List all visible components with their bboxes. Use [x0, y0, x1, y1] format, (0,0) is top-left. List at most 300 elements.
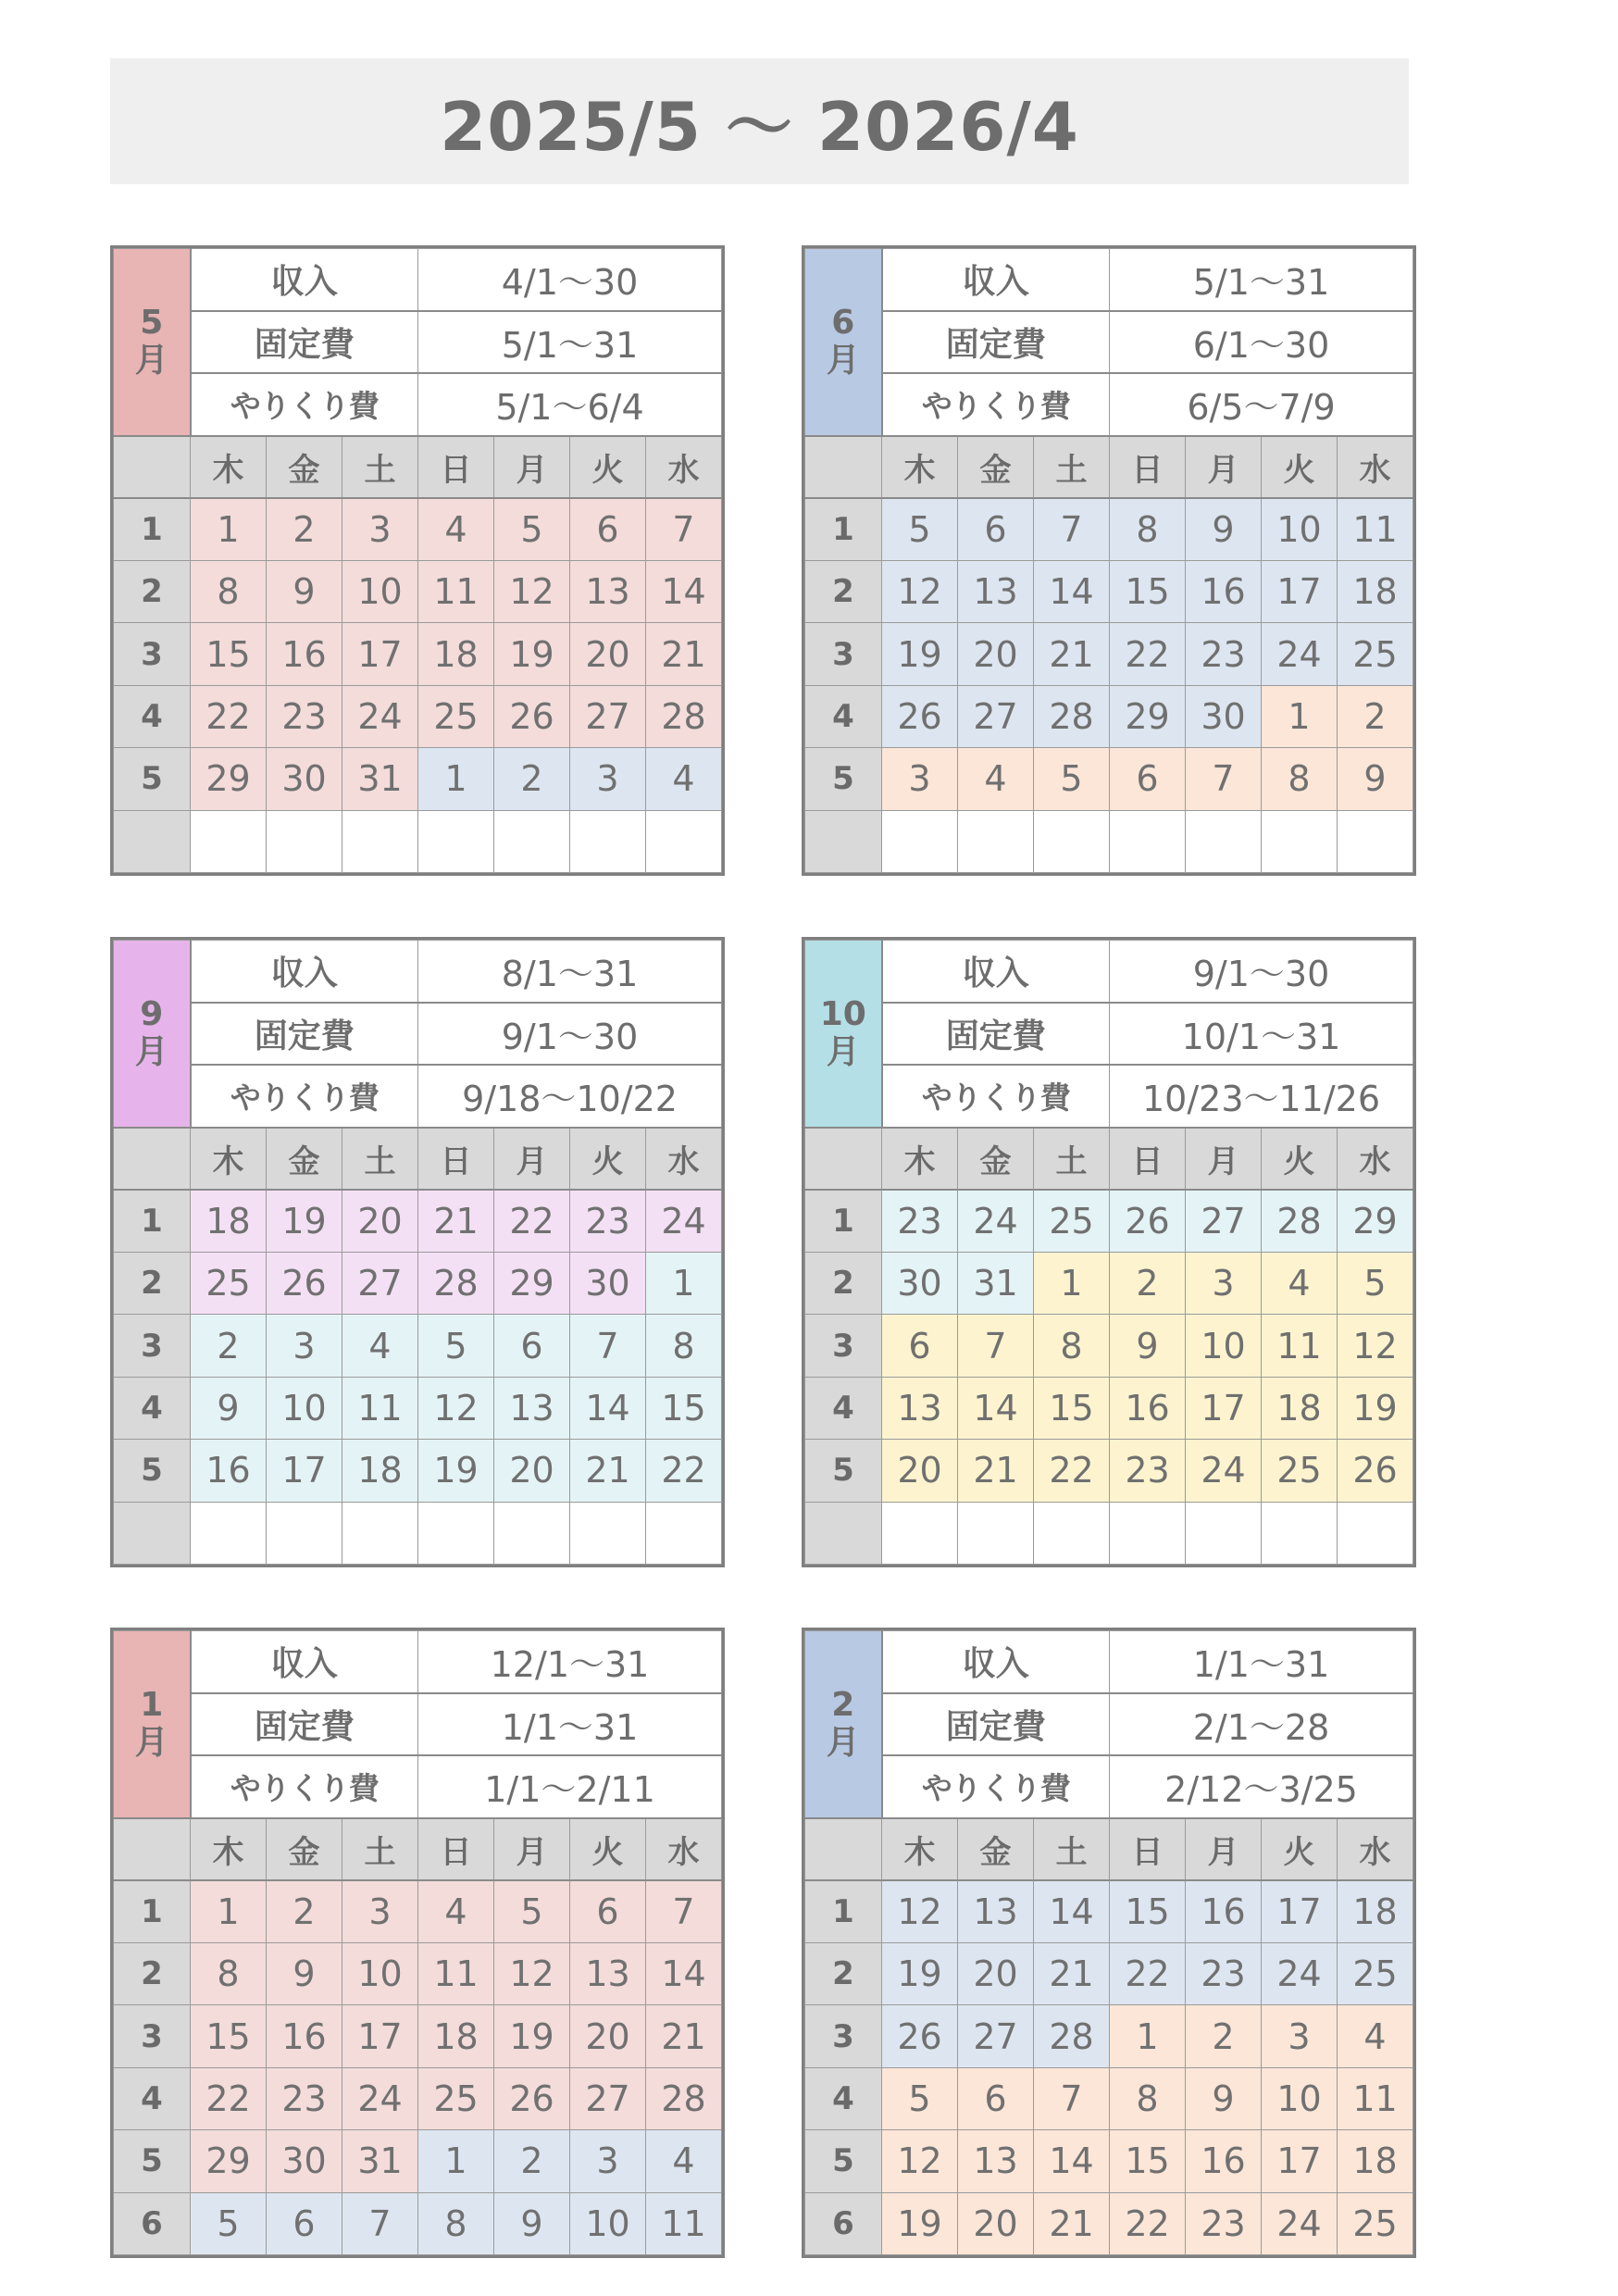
day-cell: 24 — [1262, 2192, 1338, 2254]
day-cell — [570, 1502, 646, 1564]
day-cell: 25 — [1338, 623, 1413, 685]
week-number: 3 — [114, 1315, 191, 1377]
day-cell: 20 — [958, 623, 1034, 685]
day-cell: 3 — [267, 1315, 342, 1377]
day-cell — [267, 1502, 342, 1564]
day-cell: 13 — [958, 2130, 1034, 2192]
week-number: 4 — [805, 1377, 882, 1439]
day-cell: 20 — [570, 2005, 646, 2067]
week-number: 5 — [114, 1440, 191, 1502]
week-number: 3 — [805, 1315, 882, 1377]
weekday-header: 土 — [342, 1128, 418, 1190]
fixed-cost-label: 固定費 — [191, 1003, 418, 1065]
day-cell: 27 — [570, 685, 646, 747]
weekday-header: 金 — [958, 1818, 1034, 1880]
day-cell: 30 — [1186, 685, 1262, 747]
day-cell: 24 — [342, 2067, 418, 2129]
day-cell: 27 — [570, 2067, 646, 2129]
day-cell: 10 — [1262, 498, 1338, 560]
day-cell: 21 — [958, 1440, 1034, 1502]
day-cell: 16 — [1186, 1880, 1262, 1942]
income-label: 収入 — [882, 249, 1110, 311]
day-cell: 1 — [1110, 2005, 1186, 2067]
day-cell: 29 — [1110, 685, 1186, 747]
calendar-table — [804, 940, 1413, 1565]
day-cell: 5 — [882, 498, 958, 560]
weekday-header: 木 — [191, 436, 267, 498]
day-cell: 18 — [191, 1190, 267, 1252]
day-cell: 15 — [191, 2005, 267, 2067]
day-cell: 10 — [342, 560, 418, 622]
day-cell: 12 — [1338, 1315, 1413, 1377]
day-cell: 9 — [267, 560, 342, 622]
day-cell: 14 — [1034, 560, 1110, 622]
weekday-header: 木 — [882, 436, 958, 498]
day-cell: 20 — [494, 1440, 570, 1502]
day-cell: 22 — [1110, 2192, 1186, 2254]
living-cost-label: やりくり費 — [882, 1065, 1110, 1127]
day-cell: 1 — [418, 2130, 494, 2192]
day-cell — [418, 1502, 494, 1564]
week-number: 2 — [114, 560, 191, 622]
weekday-header: 日 — [418, 1818, 494, 1880]
day-cell: 20 — [958, 1942, 1034, 2004]
weekday-header: 火 — [570, 1818, 646, 1880]
fixed-cost-range: 6/1～30 — [1110, 311, 1413, 373]
day-cell: 21 — [1034, 2192, 1110, 2254]
day-cell: 13 — [570, 560, 646, 622]
day-cell: 27 — [958, 685, 1034, 747]
day-cell: 24 — [1186, 1440, 1262, 1502]
day-cell: 5 — [191, 2192, 267, 2254]
day-cell: 21 — [1034, 1942, 1110, 2004]
income-label: 収入 — [882, 941, 1110, 1003]
day-cell: 19 — [882, 623, 958, 685]
day-cell: 7 — [958, 1315, 1034, 1377]
day-cell: 9 — [1338, 748, 1413, 810]
day-cell: 24 — [342, 685, 418, 747]
day-cell: 27 — [1186, 1190, 1262, 1252]
day-cell: 12 — [494, 560, 570, 622]
day-cell: 9 — [1110, 1315, 1186, 1377]
day-cell: 23 — [1110, 1440, 1186, 1502]
day-cell: 8 — [191, 1942, 267, 2004]
day-cell: 4 — [1338, 2005, 1413, 2067]
day-cell: 31 — [342, 2130, 418, 2192]
week-number: 4 — [114, 1377, 191, 1439]
day-cell: 19 — [1338, 1377, 1413, 1439]
day-cell — [494, 810, 570, 872]
weekday-header: 土 — [1034, 1818, 1110, 1880]
day-cell: 5 — [494, 1880, 570, 1942]
week-number: 3 — [114, 2005, 191, 2067]
corner-cell — [114, 1128, 191, 1190]
weekday-header: 日 — [1110, 436, 1186, 498]
living-cost-range: 1/1～2/11 — [418, 1755, 722, 1817]
day-cell: 15 — [1110, 2130, 1186, 2192]
day-cell: 20 — [882, 1440, 958, 1502]
week-number: 1 — [805, 1190, 882, 1252]
day-cell — [1186, 810, 1262, 872]
day-cell: 8 — [1110, 498, 1186, 560]
weekday-header: 日 — [1110, 1128, 1186, 1190]
month-number: 2 — [831, 1685, 855, 1724]
day-cell: 10 — [570, 2192, 646, 2254]
weekday-header: 月 — [494, 436, 570, 498]
day-cell: 28 — [1262, 1190, 1338, 1252]
day-cell: 3 — [342, 498, 418, 560]
day-cell: 25 — [1034, 1190, 1110, 1252]
week-number: 4 — [114, 685, 191, 747]
day-cell: 13 — [570, 1942, 646, 2004]
month-badge — [805, 941, 882, 1128]
day-cell: 23 — [267, 685, 342, 747]
month-badge — [114, 249, 191, 436]
day-cell: 7 — [1186, 748, 1262, 810]
day-cell: 4 — [418, 498, 494, 560]
day-cell: 8 — [1034, 1315, 1110, 1377]
weekday-header: 水 — [1338, 1128, 1413, 1190]
day-cell: 20 — [342, 1190, 418, 1252]
day-cell: 3 — [1186, 1252, 1262, 1314]
day-cell: 28 — [1034, 685, 1110, 747]
day-cell: 14 — [1034, 2130, 1110, 2192]
day-cell: 28 — [646, 685, 722, 747]
day-cell: 26 — [882, 685, 958, 747]
weekday-header: 土 — [342, 436, 418, 498]
week-number: 5 — [114, 748, 191, 810]
weekday-header: 火 — [1262, 1128, 1338, 1190]
week-number: 4 — [805, 685, 882, 747]
day-cell: 25 — [1262, 1440, 1338, 1502]
week-number: 1 — [114, 1880, 191, 1942]
day-cell: 18 — [418, 623, 494, 685]
day-cell: 14 — [646, 1942, 722, 2004]
calendar-table — [113, 1630, 722, 2255]
day-cell: 2 — [494, 748, 570, 810]
weekday-header: 木 — [191, 1128, 267, 1190]
income-range: 5/1～31 — [1110, 249, 1413, 311]
corner-cell — [805, 1128, 882, 1190]
day-cell: 30 — [267, 2130, 342, 2192]
day-cell: 25 — [191, 1252, 267, 1314]
day-cell: 30 — [267, 748, 342, 810]
day-cell: 13 — [494, 1377, 570, 1439]
month-suffix: 月 — [134, 1033, 168, 1072]
day-cell: 7 — [1034, 498, 1110, 560]
day-cell: 5 — [418, 1315, 494, 1377]
weekday-header: 月 — [1186, 436, 1262, 498]
day-cell: 13 — [958, 560, 1034, 622]
day-cell: 4 — [646, 748, 722, 810]
day-cell: 7 — [646, 498, 722, 560]
day-cell: 18 — [1262, 1377, 1338, 1439]
day-cell: 8 — [1262, 748, 1338, 810]
day-cell — [882, 1502, 958, 1564]
living-cost-range: 9/18～10/22 — [418, 1065, 722, 1127]
weekday-header: 金 — [267, 1128, 342, 1190]
day-cell: 15 — [646, 1377, 722, 1439]
corner-cell — [805, 1818, 882, 1880]
day-cell: 14 — [1034, 1880, 1110, 1942]
day-cell: 1 — [191, 1880, 267, 1942]
day-cell — [958, 1502, 1034, 1564]
day-cell: 6 — [570, 1880, 646, 1942]
living-cost-range: 5/1～6/4 — [418, 373, 722, 435]
week-number — [114, 810, 191, 872]
fixed-cost-range: 2/1～28 — [1110, 1693, 1413, 1755]
day-cell — [646, 1502, 722, 1564]
month-suffix: 月 — [134, 342, 168, 381]
day-cell: 1 — [1262, 685, 1338, 747]
day-cell: 12 — [882, 1880, 958, 1942]
day-cell: 22 — [191, 685, 267, 747]
day-cell: 1 — [1034, 1252, 1110, 1314]
day-cell — [1338, 810, 1413, 872]
weekday-header: 金 — [267, 436, 342, 498]
day-cell: 16 — [191, 1440, 267, 1502]
weekday-header: 土 — [1034, 436, 1110, 498]
living-cost-range: 10/23～11/26 — [1110, 1065, 1413, 1127]
day-cell: 9 — [267, 1942, 342, 2004]
corner-cell — [114, 436, 191, 498]
week-number — [114, 1502, 191, 1564]
day-cell: 4 — [418, 1880, 494, 1942]
day-cell: 24 — [958, 1190, 1034, 1252]
day-cell: 6 — [494, 1315, 570, 1377]
day-cell: 26 — [1110, 1190, 1186, 1252]
day-cell: 12 — [418, 1377, 494, 1439]
calendar-table — [113, 248, 722, 873]
day-cell: 22 — [646, 1440, 722, 1502]
day-cell: 18 — [1338, 1880, 1413, 1942]
day-cell: 29 — [191, 748, 267, 810]
day-cell: 22 — [494, 1190, 570, 1252]
day-cell: 28 — [646, 2067, 722, 2129]
week-number: 5 — [805, 2130, 882, 2192]
day-cell: 11 — [1262, 1315, 1338, 1377]
weekday-header: 水 — [646, 436, 722, 498]
day-cell: 22 — [1110, 1942, 1186, 2004]
day-cell: 2 — [267, 498, 342, 560]
day-cell: 21 — [646, 2005, 722, 2067]
day-cell: 30 — [882, 1252, 958, 1314]
day-cell — [267, 810, 342, 872]
day-cell: 27 — [342, 1252, 418, 1314]
income-label: 収入 — [191, 1631, 418, 1693]
day-cell: 21 — [646, 623, 722, 685]
week-number: 2 — [114, 1252, 191, 1314]
day-cell: 19 — [882, 2192, 958, 2254]
day-cell: 2 — [1338, 685, 1413, 747]
day-cell: 19 — [418, 1440, 494, 1502]
weekday-header: 日 — [418, 436, 494, 498]
day-cell: 16 — [1110, 1377, 1186, 1439]
month-badge — [114, 941, 191, 1128]
week-number — [805, 810, 882, 872]
month-number: 9 — [140, 994, 164, 1033]
fixed-cost-range: 9/1～30 — [418, 1003, 722, 1065]
day-cell: 11 — [1338, 2067, 1413, 2129]
weekday-header: 水 — [1338, 1818, 1413, 1880]
month-calendar — [110, 1628, 725, 2258]
day-cell: 3 — [882, 748, 958, 810]
day-cell: 2 — [191, 1315, 267, 1377]
day-cell: 15 — [1110, 1880, 1186, 1942]
month-number: 10 — [819, 994, 866, 1033]
day-cell: 29 — [494, 1252, 570, 1314]
fixed-cost-range: 1/1～31 — [418, 1693, 722, 1755]
living-cost-label: やりくり費 — [191, 1755, 418, 1817]
day-cell: 11 — [418, 1942, 494, 2004]
week-number: 3 — [114, 623, 191, 685]
month-number: 1 — [140, 1685, 164, 1724]
day-cell: 2 — [1186, 2005, 1262, 2067]
day-cell: 6 — [570, 498, 646, 560]
day-cell: 9 — [191, 1377, 267, 1439]
day-cell: 14 — [570, 1377, 646, 1439]
weekday-header: 月 — [494, 1128, 570, 1190]
day-cell: 25 — [1338, 2192, 1413, 2254]
day-cell: 29 — [1338, 1190, 1413, 1252]
day-cell: 22 — [1034, 1440, 1110, 1502]
day-cell: 26 — [882, 2005, 958, 2067]
day-cell: 20 — [570, 623, 646, 685]
fixed-cost-label: 固定費 — [882, 1003, 1110, 1065]
day-cell: 22 — [191, 2067, 267, 2129]
week-number: 6 — [114, 2192, 191, 2254]
income-range: 9/1～30 — [1110, 941, 1413, 1003]
day-cell — [646, 810, 722, 872]
living-cost-range: 6/5～7/9 — [1110, 373, 1413, 435]
day-cell: 5 — [882, 2067, 958, 2129]
day-cell: 7 — [1034, 2067, 1110, 2129]
month-suffix: 月 — [134, 1724, 168, 1763]
day-cell: 17 — [342, 623, 418, 685]
week-number: 1 — [114, 498, 191, 560]
living-cost-range: 2/12～3/25 — [1110, 1755, 1413, 1817]
week-number — [805, 1502, 882, 1564]
day-cell — [1262, 1502, 1338, 1564]
day-cell: 18 — [1338, 560, 1413, 622]
calendar-table — [804, 248, 1413, 873]
week-number: 5 — [805, 748, 882, 810]
weekday-header: 月 — [1186, 1818, 1262, 1880]
week-number: 2 — [805, 1942, 882, 2004]
day-cell: 3 — [1262, 2005, 1338, 2067]
month-calendar — [802, 1628, 1416, 2258]
income-range: 1/1～31 — [1110, 1631, 1413, 1693]
day-cell: 9 — [494, 2192, 570, 2254]
weekday-header: 金 — [958, 436, 1034, 498]
weekday-header: 水 — [646, 1128, 722, 1190]
day-cell: 16 — [267, 623, 342, 685]
day-cell: 7 — [570, 1315, 646, 1377]
day-cell — [1262, 810, 1338, 872]
day-cell: 5 — [494, 498, 570, 560]
day-cell: 21 — [570, 1440, 646, 1502]
day-cell: 22 — [1110, 623, 1186, 685]
day-cell: 4 — [646, 2130, 722, 2192]
day-cell — [191, 1502, 267, 1564]
fixed-cost-label: 固定費 — [191, 311, 418, 373]
fixed-cost-range: 10/1～31 — [1110, 1003, 1413, 1065]
weekday-header: 水 — [1338, 436, 1413, 498]
day-cell — [958, 810, 1034, 872]
weekday-header: 火 — [570, 1128, 646, 1190]
fixed-cost-label: 固定費 — [882, 311, 1110, 373]
month-calendar — [802, 937, 1416, 1567]
income-range: 12/1～31 — [418, 1631, 722, 1693]
living-cost-label: やりくり費 — [191, 373, 418, 435]
month-badge — [114, 1631, 191, 1818]
month-badge — [805, 249, 882, 436]
day-cell: 15 — [1034, 1377, 1110, 1439]
weekday-header: 金 — [267, 1818, 342, 1880]
day-cell: 28 — [418, 1252, 494, 1314]
living-cost-label: やりくり費 — [191, 1065, 418, 1127]
day-cell: 15 — [191, 623, 267, 685]
day-cell: 6 — [958, 498, 1034, 560]
weekday-header: 金 — [958, 1128, 1034, 1190]
day-cell: 17 — [342, 2005, 418, 2067]
weekday-header: 火 — [570, 436, 646, 498]
day-cell: 11 — [342, 1377, 418, 1439]
day-cell: 12 — [494, 1942, 570, 2004]
weekday-header: 土 — [342, 1818, 418, 1880]
day-cell: 14 — [958, 1377, 1034, 1439]
day-cell: 11 — [646, 2192, 722, 2254]
day-cell: 3 — [342, 1880, 418, 1942]
day-cell: 27 — [958, 2005, 1034, 2067]
day-cell: 23 — [1186, 1942, 1262, 2004]
day-cell: 31 — [342, 748, 418, 810]
day-cell: 12 — [882, 2130, 958, 2192]
week-number: 6 — [805, 2192, 882, 2254]
day-cell: 12 — [882, 560, 958, 622]
day-cell: 17 — [1262, 1880, 1338, 1942]
day-cell — [494, 1502, 570, 1564]
day-cell: 5 — [1338, 1252, 1413, 1314]
day-cell: 29 — [191, 2130, 267, 2192]
day-cell: 26 — [494, 685, 570, 747]
day-cell: 26 — [267, 1252, 342, 1314]
day-cell: 15 — [1110, 560, 1186, 622]
day-cell: 31 — [958, 1252, 1034, 1314]
day-cell: 24 — [1262, 1942, 1338, 2004]
day-cell: 3 — [570, 2130, 646, 2192]
day-cell: 2 — [1110, 1252, 1186, 1314]
day-cell: 20 — [958, 2192, 1034, 2254]
day-cell: 7 — [342, 2192, 418, 2254]
living-cost-label: やりくり費 — [882, 373, 1110, 435]
weekday-header: 火 — [1262, 436, 1338, 498]
weekday-header: 日 — [1110, 1818, 1186, 1880]
day-cell: 19 — [494, 2005, 570, 2067]
weekday-header: 水 — [646, 1818, 722, 1880]
day-cell — [191, 810, 267, 872]
day-cell: 23 — [570, 1190, 646, 1252]
day-cell: 24 — [1262, 623, 1338, 685]
week-number: 5 — [114, 2130, 191, 2192]
day-cell: 10 — [342, 1942, 418, 2004]
fixed-cost-label: 固定費 — [191, 1693, 418, 1755]
day-cell: 8 — [418, 2192, 494, 2254]
week-number: 2 — [805, 1252, 882, 1314]
day-cell: 11 — [418, 560, 494, 622]
day-cell: 23 — [882, 1190, 958, 1252]
living-cost-label: やりくり費 — [882, 1755, 1110, 1817]
